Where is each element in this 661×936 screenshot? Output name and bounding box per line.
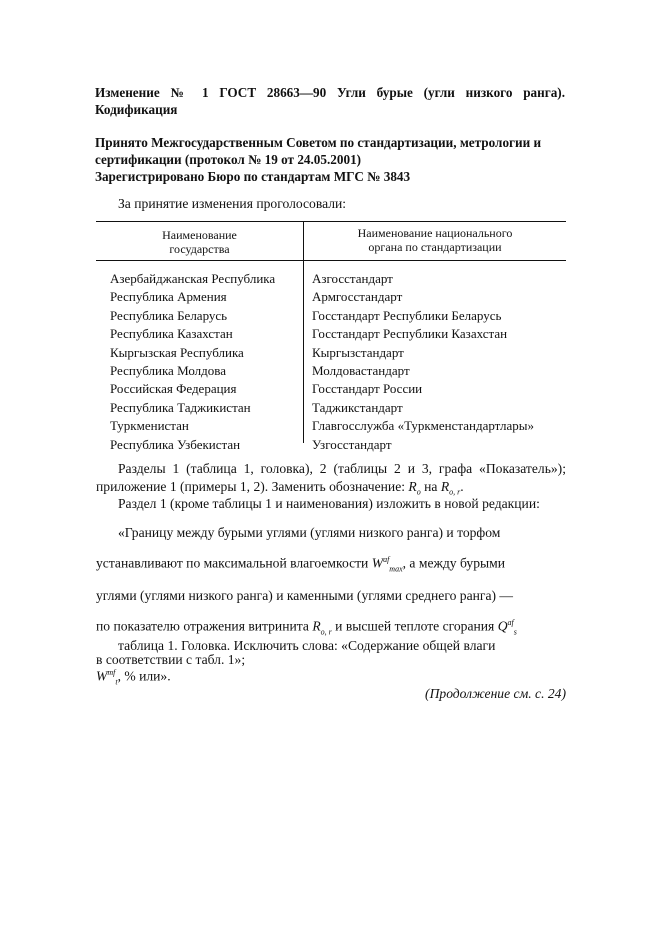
table-cell-state: Российская Федерация	[110, 381, 237, 397]
para1-text-a: Разделы 1 (таблица 1, головка), 2 (таблицы 2 и 3, графа «Показатель»); приложение 1 (примеры 1, 2). Заменить обозначение:	[96, 461, 566, 494]
document-title: Изменение № 1 ГОСТ 28663—90 Угли бурые (угли низкого ранга). Кодификация	[95, 85, 565, 117]
table-cell-organ: Молдовастандарт	[312, 363, 410, 379]
paragraph-section1-new: Раздел 1 (кроме таблицы 1 и наименования) изложить в новой редакции:	[118, 496, 540, 511]
symbol-q-sub: s	[513, 627, 517, 637]
header-state-line-1: Наименование	[162, 228, 237, 242]
table-organs-column	[312, 270, 534, 454]
symbol-w-t-sup: mf	[107, 668, 116, 677]
table-cell-organ: Госстандарт Республики Беларусь	[312, 307, 502, 323]
symbol-q: Q	[497, 618, 508, 634]
table-header-state	[96, 228, 303, 256]
symbol-r0-sub: o	[416, 487, 421, 497]
table-cell-organ: Армгосстандарт	[312, 289, 403, 305]
table-header-rule	[96, 260, 566, 261]
symbol-w-max-sup: af	[383, 555, 390, 564]
symbol-r0r-2: R	[312, 618, 321, 634]
header-organ-line-2: органа по стандартизации	[368, 240, 502, 254]
table-cell-state: Туркменистан	[110, 418, 189, 434]
para4-line2-text: , % или».	[117, 668, 171, 684]
table-header-organ	[304, 226, 566, 254]
table-cell-organ: Азгосстандарт	[312, 271, 393, 286]
symbol-q-sup: af	[507, 618, 514, 628]
accepted-line-1: Принято Межгосударственным Советом по стандартизации, метрологии и	[95, 135, 542, 150]
para1-text-c: .	[460, 478, 464, 494]
symbol-w-t: W	[96, 668, 108, 684]
para3-line-1: «Границу между бурыми углями (углями низкого ранга) и торфом	[118, 525, 501, 540]
continuation-note: (Продолжение см. с. 24)	[425, 686, 566, 701]
symbol-r0: R	[408, 478, 417, 494]
symbol-w-max: W	[371, 555, 384, 571]
para3-line4-text-b: и высшей теплоте сгорания	[331, 618, 498, 634]
para1-text-b: на	[420, 478, 441, 494]
header-state-line-2: государства	[169, 242, 230, 256]
table-cell-organ: Узгосстандарт	[312, 436, 392, 452]
registration-line: Зарегистрировано Бюро по стандартам МГС № 3843	[95, 169, 411, 184]
symbol-r0r: R	[440, 478, 450, 494]
table-cell-state: Республика Армения	[110, 289, 227, 305]
para3-line-2	[96, 546, 566, 582]
symbol-r0r-sub: o, r	[449, 487, 461, 497]
symbol-r0r-2-sub: o, r	[320, 627, 332, 637]
para3-line4-text-a: по показателю отражения витринита	[96, 618, 313, 634]
table-cell-state: Республика Беларусь	[110, 307, 228, 323]
table-cell-organ: Кыргызстандарт	[312, 344, 404, 360]
table-cell-organ: Таджикстандарт	[312, 399, 403, 415]
para3-line2-text-b: , а между бурыми	[402, 555, 505, 571]
table-cell-state: Кыргызская Республика	[110, 344, 244, 360]
approval-block	[95, 134, 565, 185]
table-top-rule	[96, 221, 566, 222]
table-cell-organ: Госстандарт России	[312, 381, 423, 397]
table-column-divider	[303, 221, 304, 443]
accepted-line-2: сертификации (протокол № 19 от 24.05.2001)	[95, 152, 362, 167]
table-states-column	[110, 270, 275, 454]
para3-line-3: углями (углями низкого ранга) и каменными (углями среднего ранга) —	[96, 588, 514, 604]
table-cell-state: Республика Узбекистан	[110, 436, 241, 452]
table-cell-organ: Главгосслужба «Туркменстандартлары»	[312, 418, 535, 434]
symbol-w-t-sub: t	[115, 677, 118, 687]
table-cell-organ: Госстандарт Республики Казахстан	[312, 326, 508, 342]
table-cell-state: Республика Молдова	[110, 363, 226, 379]
voting-intro: За принятие изменения проголосовали:	[118, 196, 347, 211]
symbol-w-max-sub: max	[389, 564, 403, 574]
para3-line2-text-a: устанавливают по максимальной влагоемкости	[96, 555, 372, 571]
table-cell-state: Республика Казахстан	[110, 326, 233, 342]
para4-line-1: таблица 1. Головка. Исключить слова: «Содержание общей влаги	[118, 638, 496, 653]
table-cell-state: Азербайджанская Республика	[110, 271, 276, 286]
table-cell-state: Республика Таджикистан	[110, 399, 251, 415]
header-organ-line-1: Наименование национального	[357, 226, 513, 240]
para3-line-5: в соответствии с табл. 1»;	[96, 651, 246, 667]
